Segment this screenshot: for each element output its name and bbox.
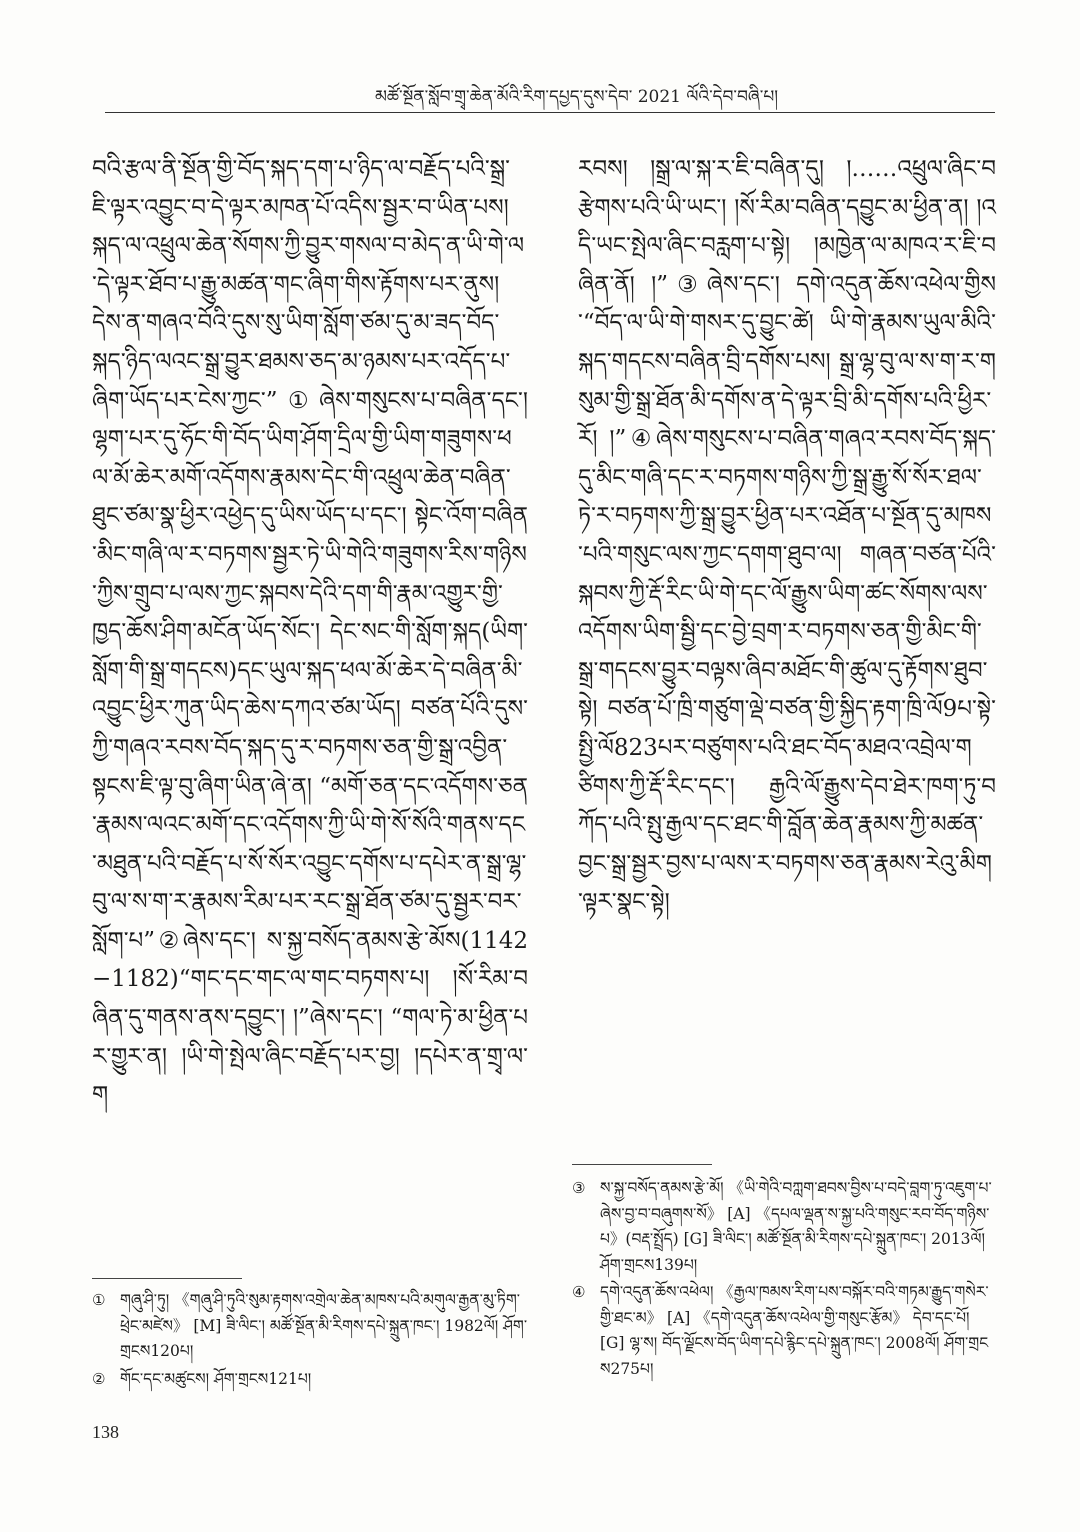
header-rule — [105, 112, 995, 113]
footnote-text: དགེ་འདུན་ཆོས་འཕེལ། 《རྒྱལ་ཁམས་རིག་པས་བསྐོར་བའི་གཏམ་རྒྱུད་གསེར་གྱི་ཐང་མ》 [A] 《དགེ་འདུན་ཆོས་འཕེལ་གྱི་གསུང་རྩོམ》 དེབ་དང་པོ། [G] ལྷ་ས། བོད་ལྗོངས་བོད་ཡིག་དཔེ་རྙིང་དཔེ་སྐྲུན་ཁང་། 2008ལོ། ཤོག་གྲངས275པ། — [600, 1283, 989, 1378]
body-column-left — [92, 150, 528, 1280]
footnote-rule-right — [572, 1164, 712, 1165]
footnote-text: གོང་དང་མཚུངས། ཤོག་གྲངས121པ། — [120, 1369, 312, 1388]
footnote-1 — [92, 1288, 532, 1365]
footnote-marker: ④ — [572, 1283, 586, 1301]
footnotes-right — [572, 1176, 998, 1406]
footnotes-left — [92, 1288, 532, 1408]
footnote-rule-left — [92, 1278, 242, 1279]
running-head: མཚོ་སྔོན་སློབ་གྲྭ་ཆེན་མོའི་རིག་དཔྱད་དུས་དེབ་ 2021 ལོའི་དེབ་བཞི་པ། — [375, 87, 779, 107]
footnote-marker: ② — [92, 1369, 106, 1388]
body-column-right — [578, 150, 996, 1020]
body-text-left: བའི་རྩལ་ནི་སྔོན་གྱི་བོད་སྐད་དག་པ་ཉིད་ལ་བརྗོད་པའི་སྒྲ་ཇི་ལྟར་འབྱུང་བ་དེ་ལྟར་མཁན་པོ་འདིས་སྦྱར་བ་ཡིན་པས། སྐད་ལ་འཕྲུལ་ཆེན་སོགས་ཀྱི་བྱུར་གསལ་བ་མེད་ན་ཡི་གེ་ལ་དེ་ལྟར་ཐོབ་པ་རྒྱུ་མཚན་གང་ཞིག་གིས་རྟོགས་པར་ནུས། དེས་ན་གཞའ་བོའི་དུས་སུ་ཡིག་སློག་ཙམ་དུ་མ་ཟད་བོད་སྐད་ཉིད་ལའང་སྒྲ་བྱུར་ཐམས་ཅད་མ་ཉམས་པར་འདོད་པ་ཞིག་ཡོད་པར་ངེས་ཀྱང་”①ཞེས་གསུངས་པ་བཞིན་དང་། ལྷག་པར་དུ་ཧོང་གི་བོད་ཡིག་ཤོག་དྲིལ་གྱི་ཡིག་གཟུགས་ཕལ་མོ་ཆེར་མགོ་འདོགས་རྣམས་དེང་གི་འཕྲུལ་ཆེན་བཞིན་ཐུང་ཙམ་སྣ་ཕྱིར་འཕྱེད་དུ་ཡིས་ཡོད་པ་དང་། སྟེང་འོག་བཞིན་མིང་གཞི་ལ་ར་བཏགས་སྦྱར་ཏེ་ཡི་གེའི་གཟུགས་རིས་གཉིས་ཀྱིས་གྲུབ་པ་ལས་ཀྱང་སྐབས་དེའི་དག་གི་རྣམ་འགྱུར་གྱི་ཁྱད་ཆོས་ཤིག་མངོན་ཡོད་སོང་། དེང་སང་གི་སློག་སྐད(ཡིག་སློག་གི་སྒྲ་གདངས)དང་ཡུལ་སྐད་ཕལ་མོ་ཆེར་དེ་བཞིན་མི་འབྱུང་ཕྱིར་ཀུན་ཡིད་ཆེས་དཀའ་ཙམ་ཡོད། བཙན་པོའི་དུས་ཀྱི་གཞའ་རབས་བོད་སྐད་དུ་ར་བཏགས་ཅན་གྱི་སྒྲ་འབྱིན་སྟངས་ཇི་ལྟ་བུ་ཞིག་ཡིན་ཞེ་ན། “མགོ་ཅན་དང་འདོགས་ཅན་རྣམས་ལའང་མགོ་དང་འདོགས་ཀྱི་ཡི་གེ་སོ་སོའི་གནས་དང་མཐུན་པའི་བརྗོད་པ་སོ་སོར་འབྱུང་དགོས་པ་དཔེར་ན་སྒྲ་ལྷ་བུ་ལ་ས་ག་ར་རྣམས་རིམ་པར་རང་སྒྲ་ཐོན་ཙམ་དུ་སྦྱར་བར་སློག་པ”②ཞེས་དང་། ས་སྐྱ་བསོད་ནམས་རྩེ་མོས(1142−1182)“གང་དང་གང་ལ་གང་བཏགས་པ། །སོ་རིམ་བཞིན་དུ་གནས་ནས་དབྱུང་། །”ཞེས་དང་། “གལ་ཏེ་མ་ཕྱིན་པར་གྱུར་ན། །ཡི་གེ་སྤེལ་ཞིང་བརྗོད་པར་བྱ། །དཔེར་ན་གྲྭ་ལ་ག — [92, 156, 528, 1109]
footnote-2 — [92, 1367, 532, 1393]
page-number: 138 — [92, 1422, 119, 1442]
footnote-3 — [572, 1176, 998, 1278]
footnote-4 — [572, 1280, 998, 1382]
footnote-marker: ① — [92, 1291, 106, 1309]
footnote-marker: ③ — [572, 1179, 586, 1197]
footnote-text: གཞུ་ཤི་ཏུ། 《གཞུ་ཤི་ཏུའི་སུམ་རྟགས་འགྲེལ་ཆེན་མཁས་པའི་མགུལ་རྒྱན་མུ་ཏིག་ཕྲེང་མཛེས》 [M] ཟི་ལིང་། མཚོ་སྔོན་མི་རིགས་དཔེ་སྐྲུན་ཁང་། 1982ལོ། ཤོག་གྲངས120པ། — [120, 1291, 528, 1360]
body-text-right: རབས། །སྒྲ་ལ་སྐ་ར་ཇི་བཞིན་དུ། །……འཕྲུལ་ཞིང་བརྩེགས་པའི་ཡི་ཡང་། །སོ་རིམ་བཞིན་དབྱུང་མ་ཕྱིན་ན། །འདི་ཡང་སྤེལ་ཞིང་བརླག་པ་སྟེ། །མཁྱེན་ལ་མཁའ་ར་ཇི་བཞིན་ནོ། །”③ཞེས་དང་། དགེ་འདུན་ཆོས་འཕེལ་གྱིས་“བོད་ལ་ཡི་གེ་གསར་དུ་བྱུང་ཚེ། ཡི་གེ་རྣམས་ཡུལ་མིའི་སྐད་གདངས་བཞིན་བྲི་དགོས་པས། སྒྲ་ལྷ་བུ་ལ་ས་ག་ར་གསུམ་གྱི་སྒྲ་ཐོན་མི་དགོས་ན་དེ་ལྟར་བྲི་མི་དགོས་པའི་ཕྱིར་རོ། །”④ཞེས་གསུངས་པ་བཞིན་གཞའ་རབས་བོད་སྐད་དུ་མིང་གཞི་དང་ར་བཏགས་གཉིས་ཀྱི་སྒྲ་རྒྱུ་སོ་སོར་ཐལ་ཏེ་ར་བཏགས་ཀྱི་སྒྲ་བྱུར་ཕྱིན་པར་འཐོན་པ་སྔོན་དུ་མཁས་པའི་གསུང་ལས་ཀྱང་དགག་ཐུབ་ལ། གཞན་བཙན་པོའི་སྐབས་ཀྱི་རྡོ་རིང་ཡི་གེ་དང་ལོ་རྒྱུས་ཡིག་ཚང་སོགས་ལས་འདོགས་ཡིག་སྦྱི་དང་བྱེ་བྲག་ར་བཏགས་ཅན་གྱི་མིང་གི་སྒྲ་གདངས་བྱུར་བལྟས་ཞིབ་མཐོང་གི་ཚུལ་དུ་རྟོགས་ཐུབ་སྟེ། བཙན་པོ་ཁྲི་གཙུག་ལྡེ་བཙན་གྱི་སྐྱིད་རྟག་ཁྲི་ལོ9པ་སྟེ་སྤྱི་ལོ823པར་བཙུགས་པའི་ཐང་བོད་མཐའ་འབྲེལ་གཙིགས་ཀྱི་རྡོ་རིང་དང་། རྒྱའི་ལོ་རྒྱུས་དེབ་ཐེར་ཁག་ཏུ་བཀོད་པའི་སྤུ་རྒྱལ་དང་ཐང་གི་བློན་ཆེན་རྣམས་ཀྱི་མཚན་བྱང་སྒྲ་སྦྱར་བྱས་པ་ལས་ར་བཏགས་ཅན་རྣམས་རེའུ་མིག་ལྟར་སྣང་སྟེ། — [578, 156, 996, 916]
footnote-text: ས་སྐྱ་བསོད་ནམས་རྩེ་མོ། 《ཡི་གེའི་བཀླག་ཐབས་བྱིས་པ་བདེ་བླག་ཏུ་འཇུག་པ་ཞེས་བྱ་བ་བཞུགས་སོ》 [A] 《དཔལ་ལྡན་ས་སྐྱ་པའི་གསུང་རབ་བོད་གཉིས་པ》(བརྡ་སྤྲོད) [G] ཟི་ལིང་། མཚོ་སྔོན་མི་རིགས་དཔེ་སྐྲུན་ཁང་། 2013ལོ། ཤོག་གྲངས139པ། — [600, 1179, 992, 1274]
